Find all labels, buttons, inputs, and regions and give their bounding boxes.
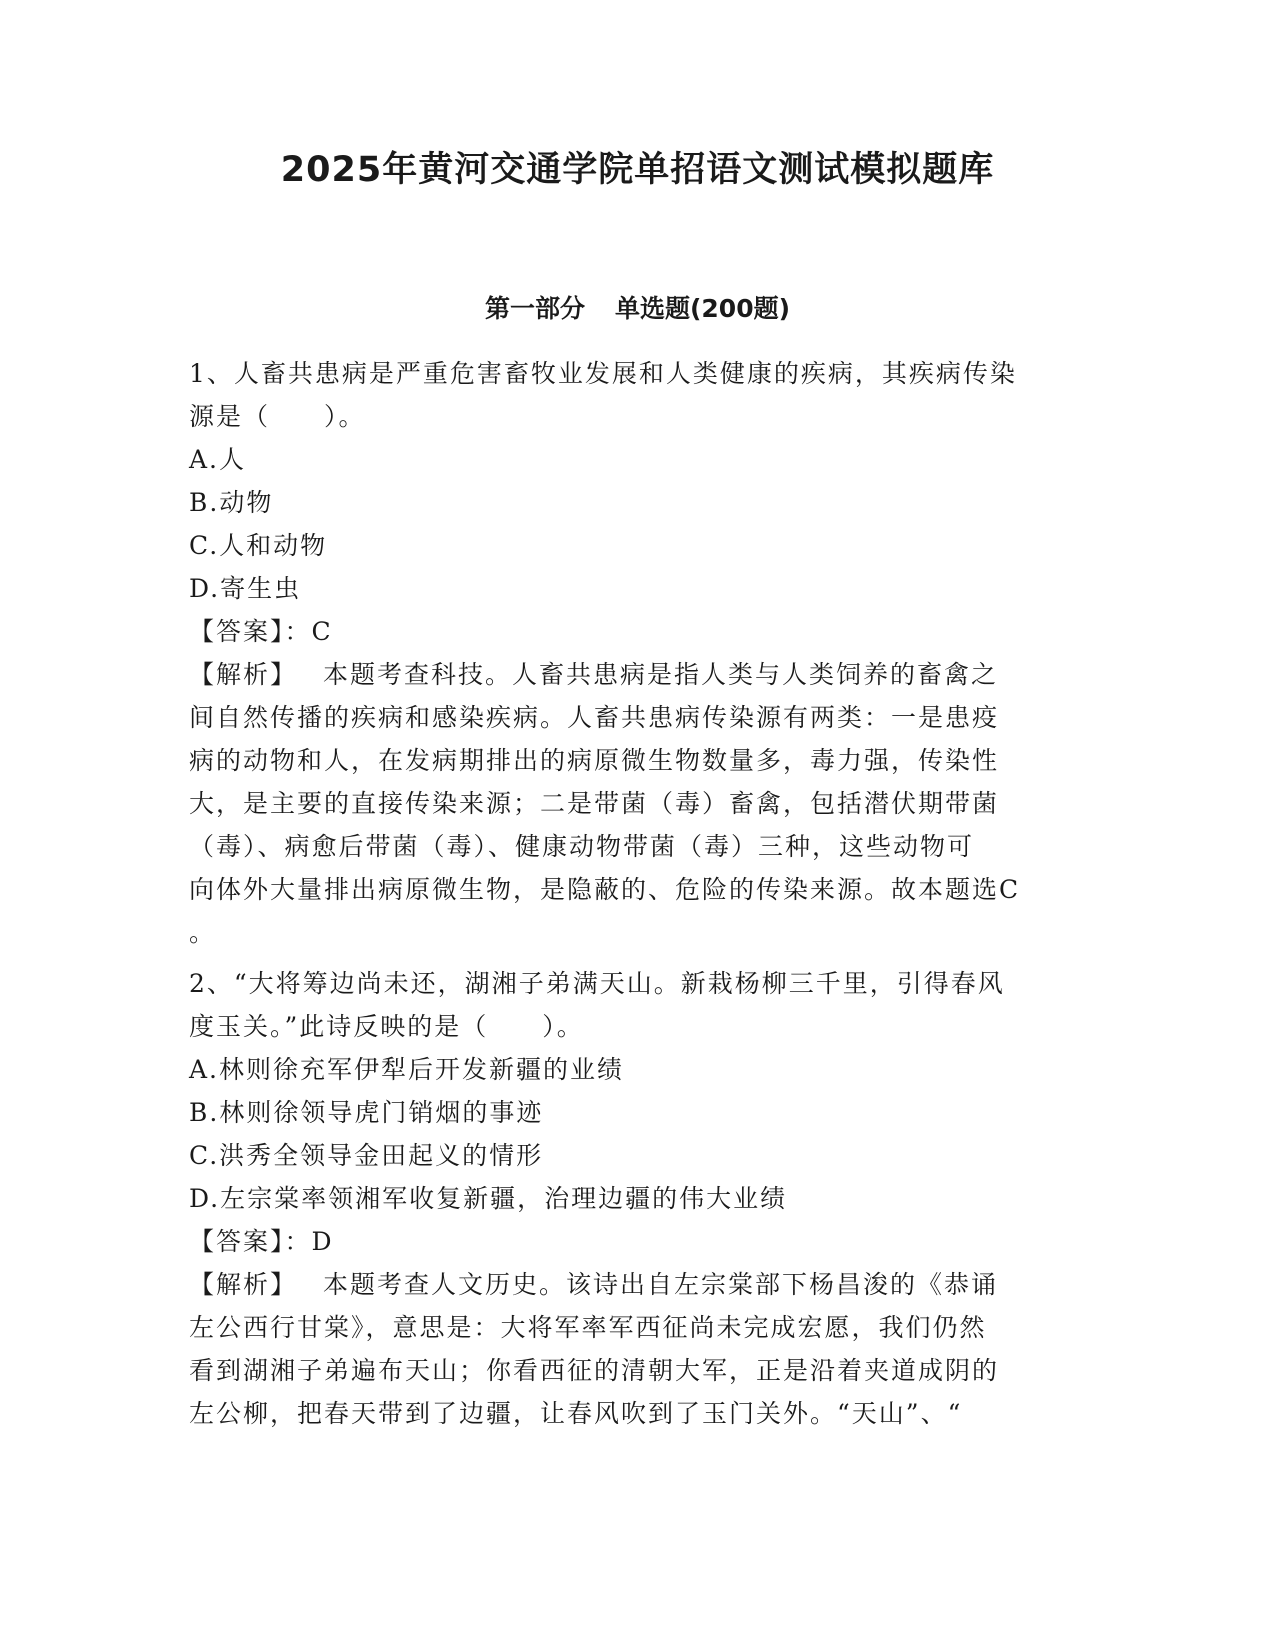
- question-stem-line: 度玉关。”此诗反映的是（ ）。: [189, 1012, 584, 1041]
- explanation-line: 左公西行甘棠》，意思是：大将军率军西征尚未完成宏愿，我们仍然: [189, 1313, 987, 1342]
- option-d: D.左宗棠率领湘军收复新疆，治理边疆的伟大业绩: [189, 1184, 788, 1213]
- explanation-label: 【解析】: [189, 1270, 298, 1299]
- explanation-text: 本题考查人文历史。该诗出自左宗棠部下杨昌浚的《恭诵: [323, 1270, 999, 1299]
- explanation-line: 病的动物和人，在发病期排出的病原微生物数量多，毒力强，传染性: [189, 746, 1000, 775]
- explanation-line: 看到湖湘子弟遍布天山；你看西征的清朝大军，正是沿着夹道成阴的: [189, 1356, 1000, 1385]
- question-1: [189, 352, 1089, 954]
- explanation-line: 。: [189, 918, 217, 947]
- document-title: 2025年黄河交通学院单招语文测试模拟题库: [280, 150, 995, 190]
- option-c: C.洪秀全领导金田起义的情形: [189, 1141, 544, 1170]
- option-b: B.林则徐领导虎门销烟的事迹: [189, 1098, 544, 1127]
- option-a: A.人: [189, 445, 247, 474]
- explanation-line: 左公柳，把春天带到了边疆，让春风吹到了玉门关外。“天山”、“: [189, 1399, 963, 1428]
- option-a: A.林则徐充军伊犁后开发新疆的业绩: [189, 1055, 625, 1084]
- answer-line: 【答案】：D: [189, 1227, 334, 1256]
- option-d: D.寄生虫: [189, 574, 302, 603]
- question-stem-line: 2、“大将筹边尚未还，湖湘子弟满天山。新栽杨柳三千里，引得春风: [189, 969, 1005, 998]
- option-b: B.动物: [189, 488, 274, 517]
- question-spacer: [189, 954, 1089, 962]
- explanation-label: 【解析】: [189, 660, 298, 689]
- explanation-line: [189, 1263, 1089, 1306]
- section-name: 单选题(200题): [614, 294, 791, 323]
- option-c: C.人和动物: [189, 531, 328, 560]
- question-stem-line: 源是（ ）。: [189, 402, 366, 431]
- explanation-line: [189, 653, 1089, 696]
- question-2: [189, 962, 1089, 1435]
- explanation-line: 大，是主要的直接传染来源；二是带菌（毒）畜禽，包括潜伏期带菌: [189, 789, 1000, 818]
- section-part: 第一部分: [484, 294, 585, 323]
- question-list: [189, 352, 1089, 1435]
- explanation-line: 向体外大量排出病原微生物，是隐蔽的、危险的传染来源。故本题选C: [189, 875, 1021, 904]
- question-stem-line: 1、人畜共患病是严重危害畜牧业发展和人类健康的疾病，其疾病传染: [189, 359, 1017, 388]
- section-heading: [0, 292, 1275, 326]
- explanation-text: 本题考查科技。人畜共患病是指人类与人类饲养的畜禽之: [323, 660, 999, 689]
- explanation-line: 间自然传播的疾病和感染疾病。人畜共患病传染源有两类：一是患疫: [189, 703, 1000, 732]
- answer-line: 【答案】：C: [189, 617, 333, 646]
- explanation-line: （毒）、病愈后带菌（毒）、健康动物带菌（毒）三种，这些动物可: [189, 832, 975, 861]
